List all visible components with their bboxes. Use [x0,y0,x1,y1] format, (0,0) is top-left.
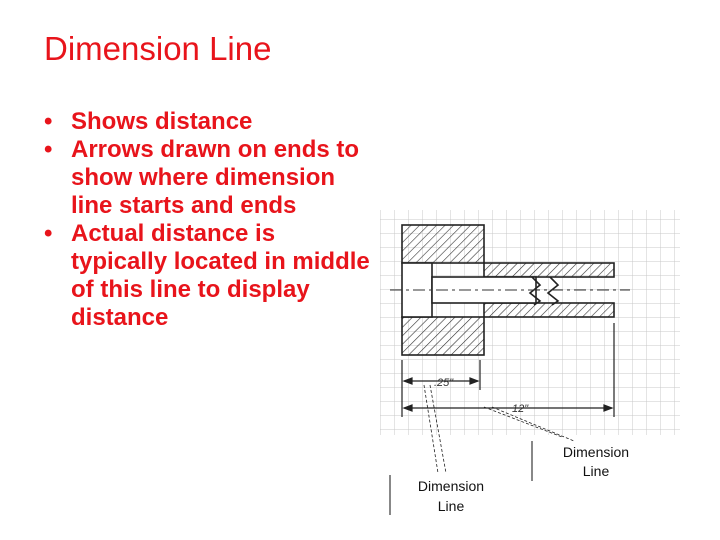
callout-label-left: Line [437,498,465,514]
slide-title: Dimension Line [44,30,272,67]
dimension-value-large: 12" [512,403,529,415]
bullet-item: • Arrows drawn on ends to show where dimension line starts and ends [44,136,374,220]
bullet-item: • Shows distance [44,108,374,136]
callout-label-right: Line [582,463,610,479]
bullet-list [44,108,374,332]
callout-label-right: Dimension [562,444,630,460]
dimension-line-sketch [380,205,680,525]
callout-label-left: Dimension [417,478,485,494]
dimension-value-small: .25" [434,377,454,389]
bullet-item: • Actual distance is typically located in middle of this line to display distance [44,220,374,332]
